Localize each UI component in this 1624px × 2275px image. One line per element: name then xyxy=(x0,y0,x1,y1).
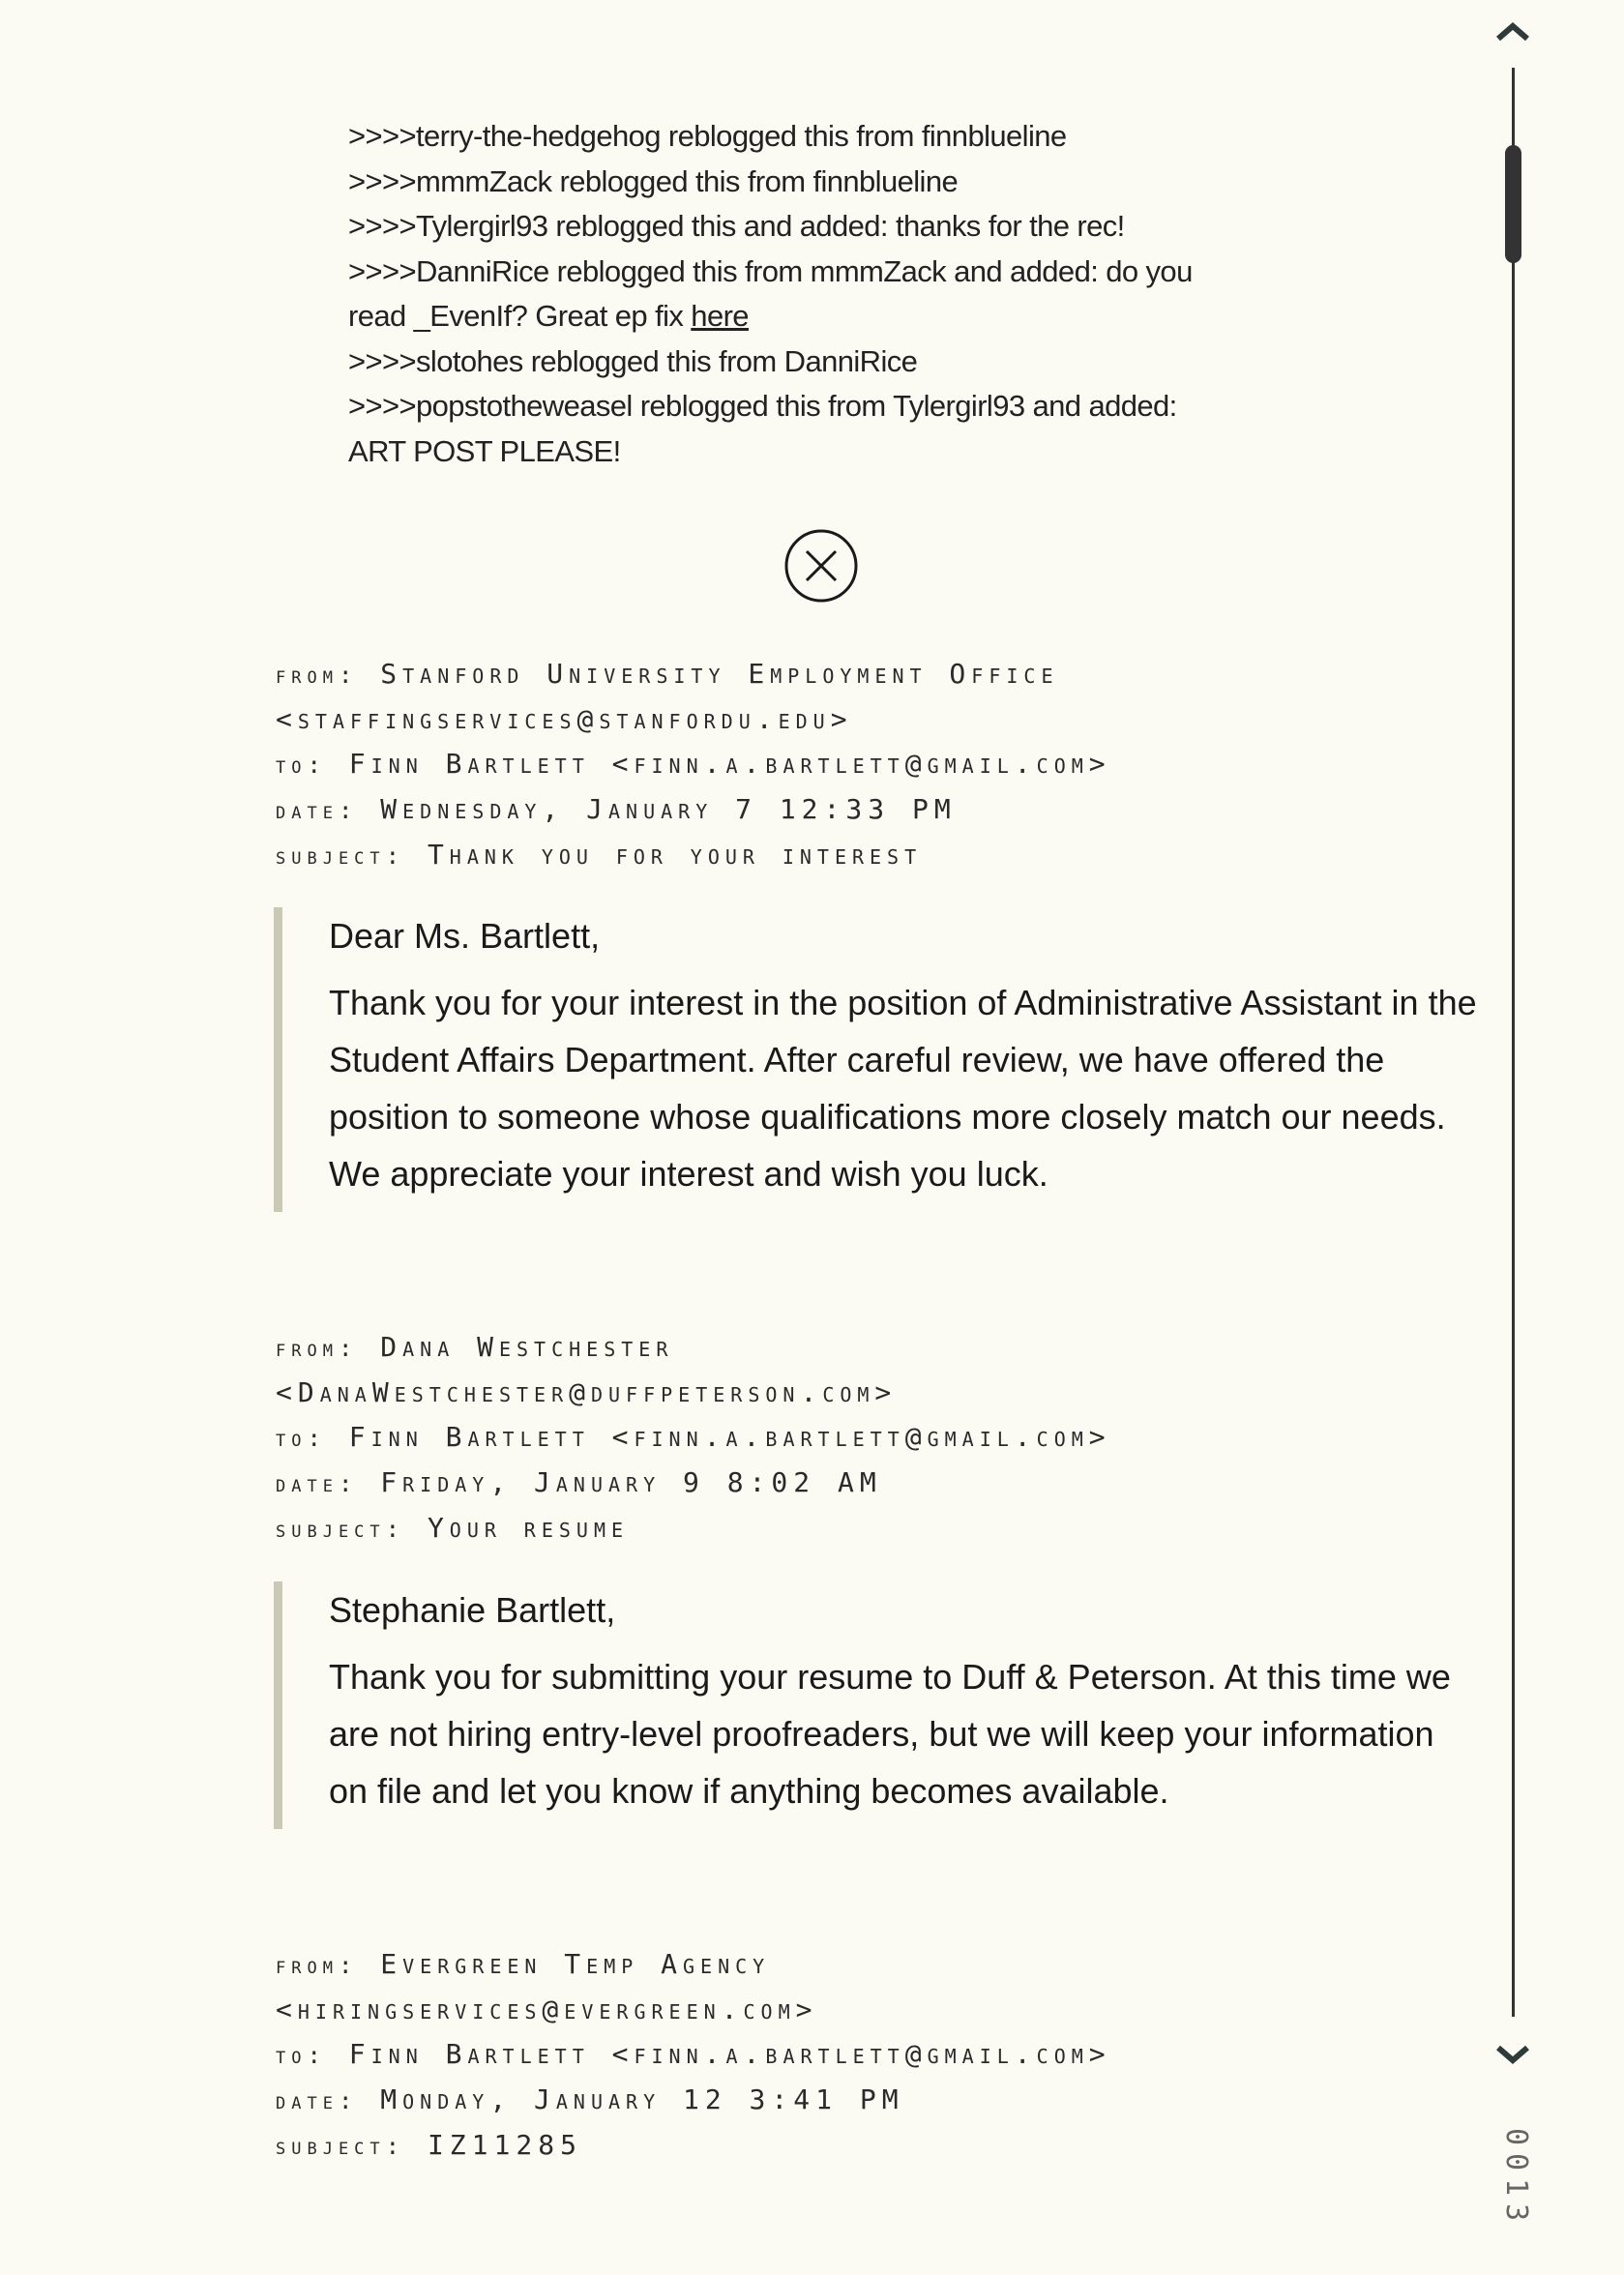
here-link[interactable]: here xyxy=(691,299,749,333)
to-value: Finn Bartlett <finn.a.bartlett@gmail.com> xyxy=(348,1421,1111,1453)
scrollbar-track[interactable] xyxy=(1512,68,1515,2017)
date-value: Wednesday, January 7 12:33 PM xyxy=(380,793,957,825)
from-address: <hiringservices@evergreen.com> xyxy=(276,1994,818,2025)
page-number: 0013 xyxy=(1499,2128,1533,2230)
email-header-1 xyxy=(276,652,1340,878)
reblog-line: >>>>terry-the-hedgehog reblogged this from finnblueline xyxy=(348,119,1067,153)
body-text: Thank you for your interest in the position of Administrative Assistant in the Student Affairs Department. After careful review, we have offered the position to someone whose qualifications more closely match our needs. We appreciate your interest and wish you luck. xyxy=(329,983,1477,1194)
email-body-1 xyxy=(274,907,1480,1212)
from-label: from: xyxy=(276,1335,359,1362)
reblog-line: >>>>slotohes reblogged this from DanniRice xyxy=(348,343,918,378)
to-value: Finn Bartlett <finn.a.bartlett@gmail.com> xyxy=(348,748,1111,780)
salutation: Stephanie Bartlett, xyxy=(329,1590,616,1630)
from-name: Evergreen Temp Agency xyxy=(380,1948,771,1980)
date-value: Monday, January 12 3:41 PM xyxy=(380,2083,904,2115)
to-label: to: xyxy=(276,1425,327,1452)
reblog-line-cont xyxy=(348,294,1315,340)
close-circle-icon[interactable] xyxy=(783,528,859,604)
reblog-line: >>>>DanniRice reblogged this from mmmZack and added: do you xyxy=(348,253,1193,288)
subject-label: subject: xyxy=(276,2133,406,2160)
date-value: Friday, January 9 8:02 AM xyxy=(380,1466,882,1498)
from-name: Stanford University Employment Office xyxy=(380,658,1059,690)
from-label: from: xyxy=(276,662,359,689)
subject-value: Your resume xyxy=(427,1512,630,1544)
to-label: to: xyxy=(276,2042,327,2069)
reblog-list xyxy=(348,114,1315,474)
reblog-line: >>>>Tylergirl93 reblogged this and added: thanks for the rec! xyxy=(348,209,1125,243)
subject-label: subject: xyxy=(276,1516,406,1543)
reblog-line: >>>>mmmZack reblogged this from finnblueline xyxy=(348,163,959,198)
date-label: date: xyxy=(276,1470,359,1497)
from-address: <DanaWestchester@duffpeterson.com> xyxy=(276,1376,898,1408)
from-address: <staffingservices@stanfordu.edu> xyxy=(276,703,853,735)
reblog-line: ART POST PLEASE! xyxy=(348,433,621,468)
date-label: date: xyxy=(276,797,359,824)
from-name: Dana Westchester xyxy=(380,1331,674,1363)
email-header-3 xyxy=(276,1942,1340,2169)
to-label: to: xyxy=(276,752,327,779)
to-value: Finn Bartlett <finn.a.bartlett@gmail.com> xyxy=(348,2038,1111,2070)
chevron-down-icon[interactable] xyxy=(1495,2043,1530,2066)
subject-label: subject: xyxy=(276,842,406,870)
chevron-up-icon[interactable] xyxy=(1495,19,1530,43)
email-header-2 xyxy=(276,1325,1340,1551)
email-body-2 xyxy=(274,1581,1480,1829)
reblog-text: read _EvenIf? Great ep fix xyxy=(348,299,692,333)
reblog-line: >>>>popstotheweasel reblogged this from Tylergirl93 and added: xyxy=(348,389,1177,423)
body-text: Thank you for submitting your resume to Duff & Peterson. At this time we are not hiring entry-level proofreaders, but we will keep your information on file and let you know if anything becomes available. xyxy=(329,1657,1451,1811)
scrollbar-thumb[interactable] xyxy=(1505,145,1521,263)
subject-value: Thank you for your interest xyxy=(427,839,923,871)
subject-value: IZ11285 xyxy=(427,2129,582,2161)
salutation: Dear Ms. Bartlett, xyxy=(329,916,601,956)
from-label: from: xyxy=(276,1952,359,1979)
date-label: date: xyxy=(276,2087,359,2114)
